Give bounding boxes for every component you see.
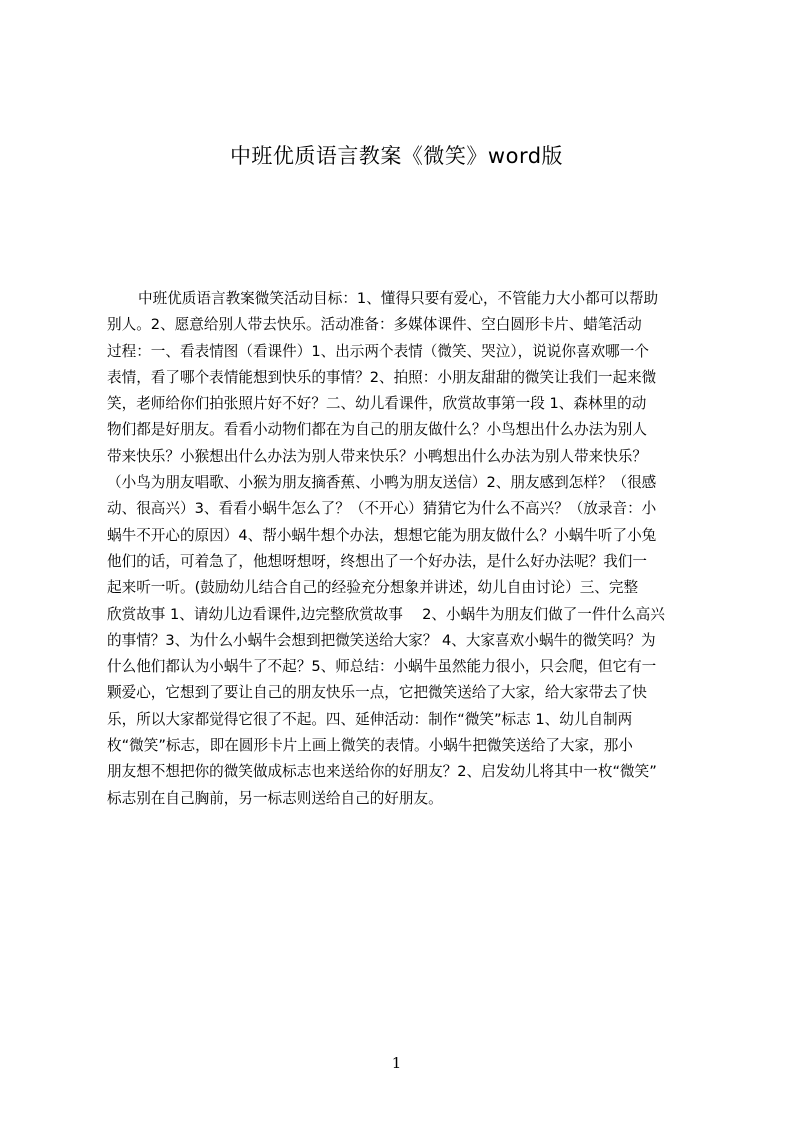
body-line: 颗爱心，它想到了要让自己的朋友快乐一点，它把微笑送给了大家，给大家带去了快 <box>107 684 647 702</box>
body-line: 枚“微笑”标志，即在圆形卡片上画上微笑的表情。小蜗牛把微笑送给了大家，那小 <box>107 737 633 755</box>
body-line: 表情，看了哪个表情能想到快乐的事情？2、拍照：小朋友甜甜的微笑让我们一起来微 <box>107 368 657 386</box>
body-line: 蜗牛不开心的原因）4、帮小蜗牛想个办法，想想它能为朋友做什么？小蜗牛听了小兔 <box>107 526 657 544</box>
body-line: 别人。2、愿意给别人带去快乐。活动准备：多媒体课件、空白圆形卡片、蜡笔活动 <box>107 316 642 334</box>
body-line: 乐，所以大家都觉得它很了不起。四、延伸活动：制作“微笑”标志 1、幼儿自制两 <box>107 710 633 728</box>
body-line: 他们的话，可着急了，他想呀想呀，终想出了一个好办法，是什么好办法呢？我们一 <box>107 552 647 570</box>
body-line: 带来快乐？小猴想出什么办法为别人带来快乐？小鸭想出什么办法为别人带来快乐？ <box>107 447 647 465</box>
body-line: 过程：一、看表情图（看课件）1、出示两个表情（微笑、哭泣），说说你喜欢哪一个 <box>107 342 649 360</box>
body-line: 笑，老师给你们拍张照片好不好？二、幼儿看课件，欣赏故事第一段 1、森林里的动 <box>107 395 647 413</box>
body-line: 起来听一听。(鼓励幼儿结合自己的经验充分想象并讲述，幼儿自由讨论）三、完整 <box>107 579 639 597</box>
body-line: 的事情？3、为什么小蜗牛会想到把微笑送给大家？ 4、大家喜欢小蜗牛的微笑吗？为 <box>107 631 656 649</box>
body-line: 标志别在自己胸前，另一标志则送给自己的好朋友。 <box>107 789 443 807</box>
body-line: 中班优质语言教案微笑活动目标：1、懂得只要有爱心，不管能力大小都可以帮助 <box>138 290 659 307</box>
body-line: 朋友想不想把你的微笑做成标志也来送给你的好朋友？2、启发幼儿将其中一枚“微笑” <box>107 763 657 781</box>
body-line: 欣赏故事 1、请幼儿边看课件,边完整欣赏故事 2、小蜗牛为朋友们做了一件什么高兴 <box>107 605 665 623</box>
body-line: 什么他们都认为小蜗牛了不起？5、师总结：小蜗牛虽然能力很小，只会爬，但它有一 <box>107 658 657 676</box>
body-line: 动、很高兴）3、看看小蜗牛怎么了？（不开心）猜猜它为什么不高兴？（放录音：小 <box>107 500 657 518</box>
body-line: 物们都是好朋友。看看小动物们都在为自己的朋友做什么？小鸟想出什么办法为别人 <box>107 421 647 439</box>
document-body <box>107 286 698 812</box>
page-number: 1 <box>391 1054 402 1072</box>
body-line: （小鸟为朋友唱歌、小猴为朋友摘香蕉、小鸭为朋友送信）2、朋友感到怎样？（很感 <box>107 474 657 492</box>
document-title: 中班优质语言教案《微笑》word版 <box>229 144 564 168</box>
